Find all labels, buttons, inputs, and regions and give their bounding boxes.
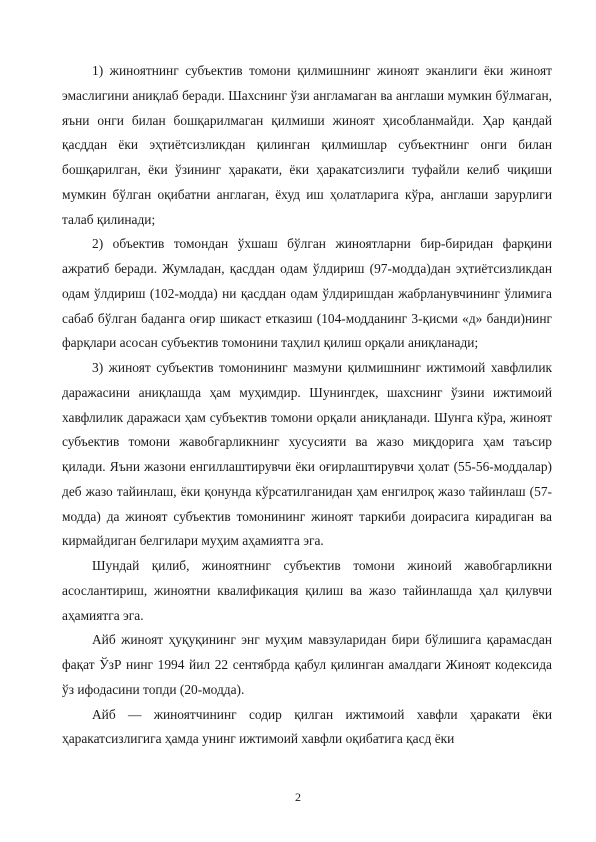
paragraph-5: Айб жиноят ҳуқуқининг энг муҳим мавзуларидан бири бўлишига қарамасдан фақат ЎзР нинг 1994 йил 22 сентябрда қабул қилинган амалдаги Жиноят кодексида ўз ифодасини топди (20-модда).	[62, 632, 552, 697]
paragraph-1: 1) жиноятнинг субъектив томони қилмишнинг жиноят эканлиги ёки жиноят эмаслигини аниқлаб беради. Шахснинг ўзи англамаган ва англаши мумкин бўлмаган, яъни онги билан бошқарилмаган қилмиши жиноят ҳисобланмайди. Ҳар қандай қасддан ёки эҳтиётсизликдан қилинган қилмишлар субъектнинг онги билан бошқарилган, ёки ўзининг ҳаракати, ёки ҳаракатсизлиги туфайли келиб чиқиши мумкин бўлган оқибатни англаган, ёхуд иш ҳолатларига кўра, англаши зарурлиги талаб қилинади;	[62, 63, 552, 227]
paragraph-2: 2) объектив томондан ўхшаш бўлган жиноятларни бир-биридан фарқини ажратиб беради. Жумладан, қасддан одам ўлдириш (97-модда)дан эҳтиётсизликдан одам ўлдириш (102-модда) ни қасддан одам ўлдиришдан жабрланувчининг ўлимига сабаб бўлган баданга оғир шикаст етказиш (104-модданинг 3-қисми «д» банди)нинг фарқлари асосан субъектив томонини таҳлил қилиш орқали аниқланади;	[62, 236, 552, 351]
page-number: 2	[295, 790, 301, 804]
document-body	[62, 59, 552, 752]
paragraph-3: 3) жиноят субъектив томонининг мазмуни қилмишнинг ижтимоий хавфлилик даражасини аниқлашда ҳам муҳимдир. Шунингдек, шахснинг ўзини ижтимоий хавфлилик даражаси ҳам субъектив томони орқали аниқланади. Шунга кўра, жиноят субъектив томони жавобгарликнинг хусусияти ва жазо миқдорига ҳам таъсир қилади. Яъни жазони енгиллаштирувчи ёки оғирлаштирувчи ҳолат (55-56-моддалар) деб жазо тайинлаш, ёки қонунда кўрсатилганидан ҳам енгилроқ жазо тайинлаш (57-модда) да жиноят субъектив томонининг жиноят таркиби доирасига кирадиган ва кирмайдиган белгилари муҳим аҳамиятга эга.	[62, 360, 552, 549]
paragraph-6: Айб — жиноятчининг содир қилган ижтимоий хавфли ҳаракати ёки ҳаракатсизлигига ҳамда унинг ижтимоий хавфли оқибатига қасд ёки	[62, 706, 552, 747]
paragraph-4: Шундай қилиб, жиноятнинг субъектив томони жиноий жавобгарликни асослантириш, жиноятни квалификация қилиш ва жазо тайинлашда ҳал қилувчи аҳамиятга эга.	[62, 558, 552, 623]
